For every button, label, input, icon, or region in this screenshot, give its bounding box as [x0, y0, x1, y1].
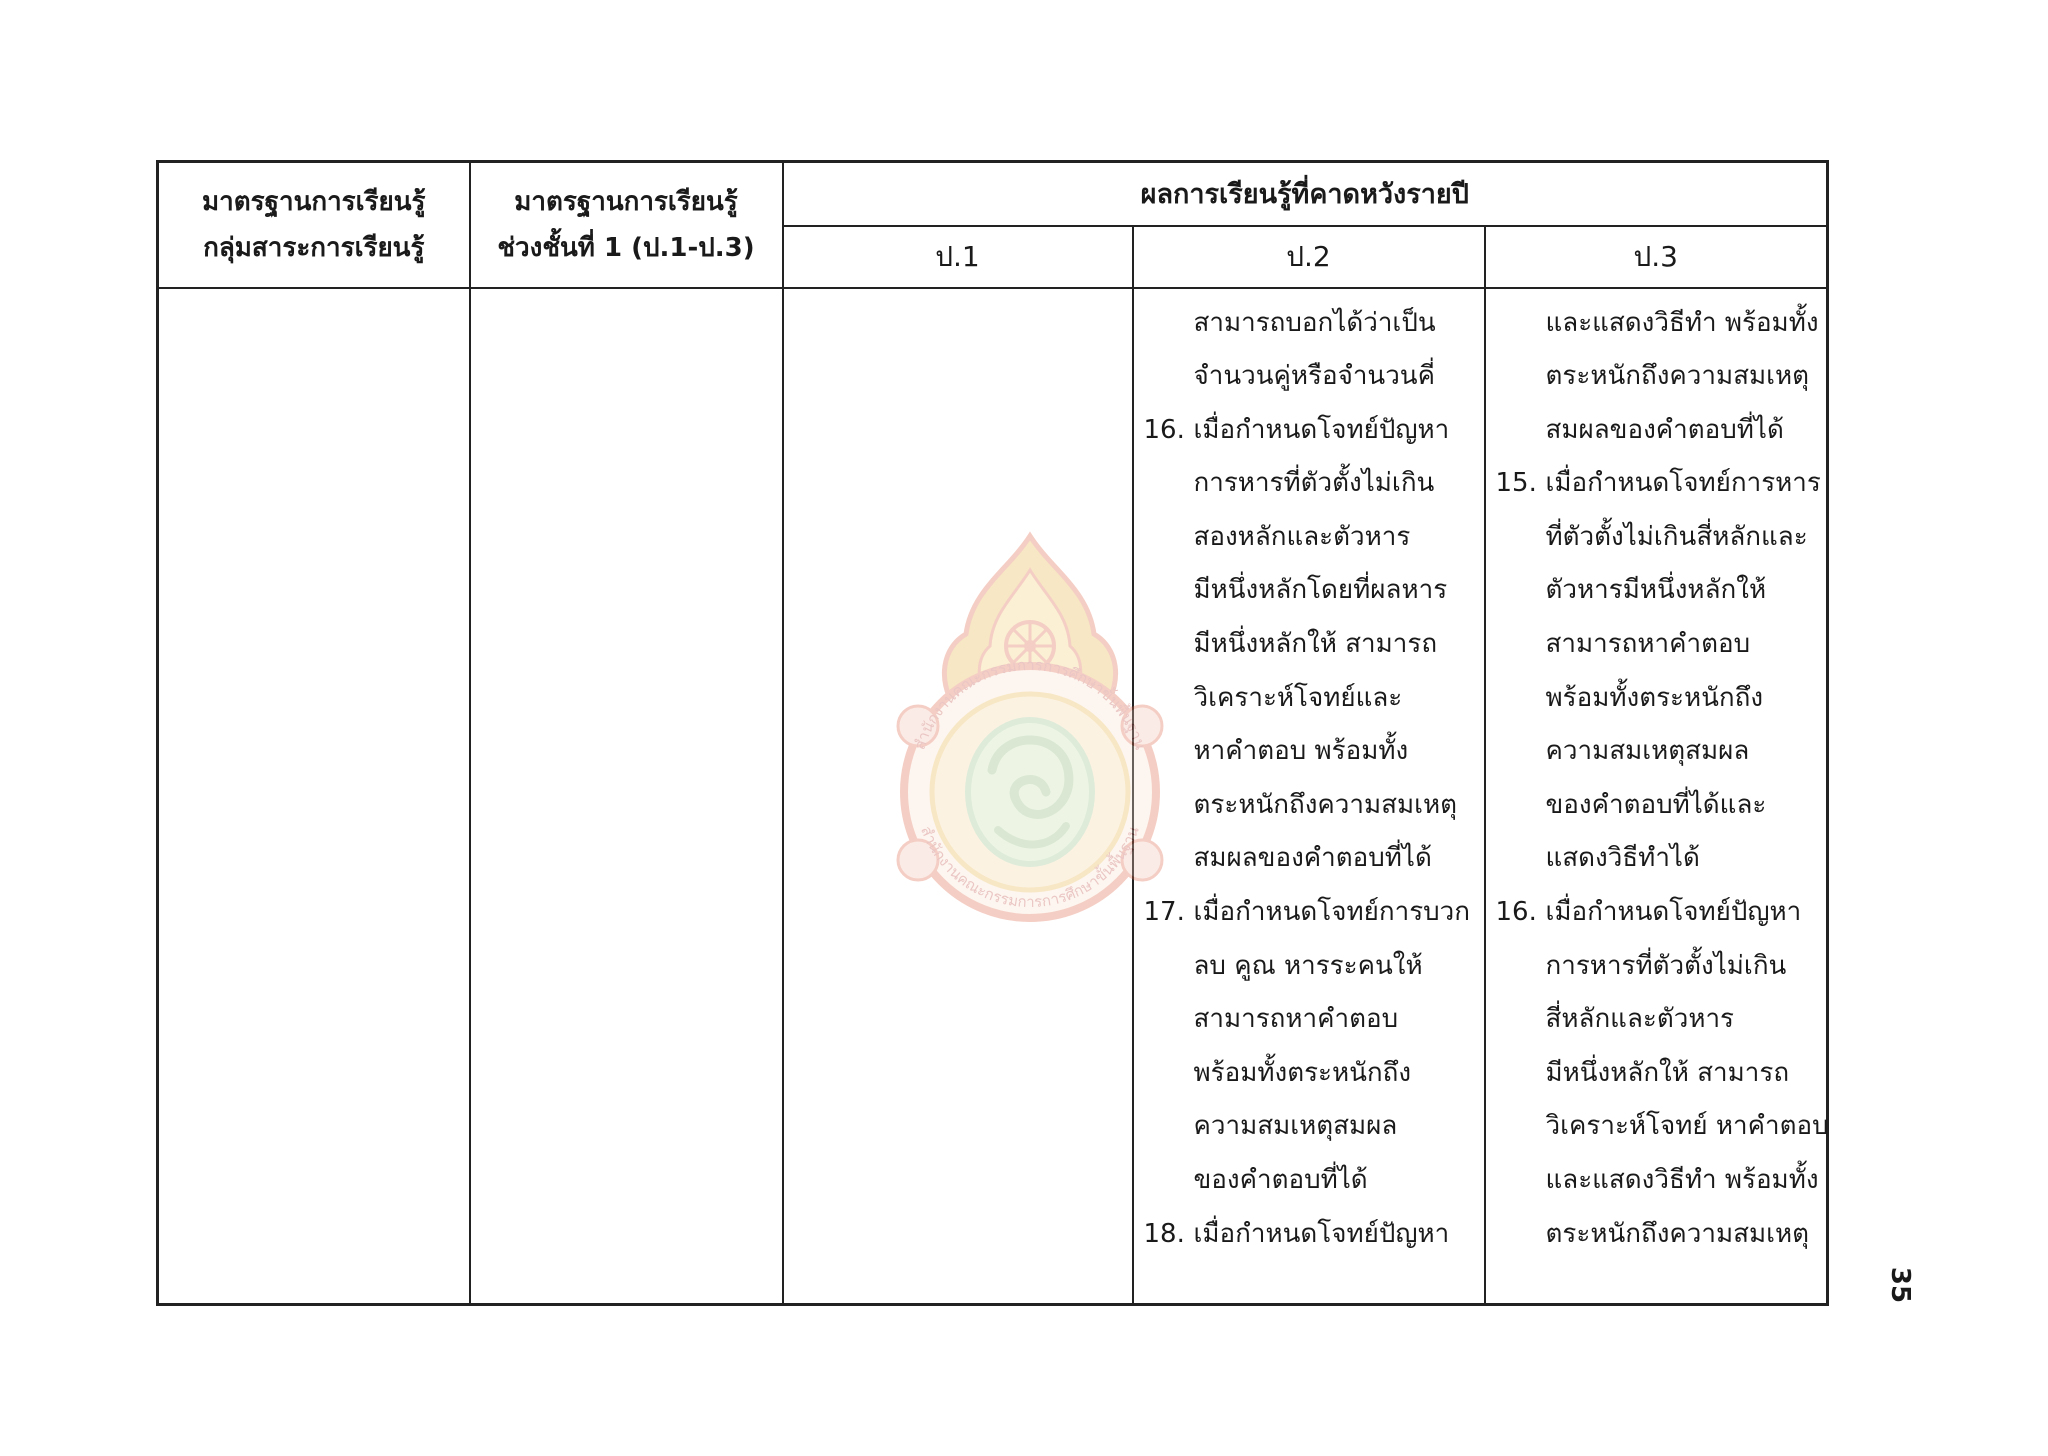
grade-2-outcome-line [1144, 832, 1480, 886]
header-standard-group-line-1: มาตรฐานการเรียนรู้ [202, 186, 426, 217]
grade-2-outcome-text: พร้อมทั้งตระหนักถึง [1193, 1057, 1412, 1088]
grade-3-outcome-line [1496, 511, 1823, 565]
grade-2-outcome-text: สองหลักและตัวหาร [1193, 521, 1411, 552]
grade-2-outcome-line [1144, 564, 1480, 618]
grade-3-outcome-line [1496, 618, 1823, 672]
header-standard-level-line-2: ช่วงชั้นที่ 1 (ป.1-ป.3) [497, 232, 755, 263]
grade-2-outcome-line [1144, 1208, 1480, 1262]
grade-3-outcome-text: การหารที่ตัวตั้งไม่เกิน [1545, 950, 1787, 981]
grade-2-outcome-text: หาคำตอบ พร้อมทั้ง [1193, 736, 1409, 767]
grade-3-outcome-text: เมื่อกำหนดโจทย์การหาร [1545, 468, 1821, 499]
grade-2-outcome-number: 18. [1143, 1218, 1185, 1249]
cell-grade-3 [1485, 288, 1828, 1305]
page-number: 35 [1885, 1266, 1915, 1304]
grade-3-outcome-text: สี่หลักและตัวหาร [1545, 1004, 1735, 1035]
grade-2-outcome-text: ความสมเหตุสมผล [1193, 1111, 1398, 1142]
curriculum-table [156, 160, 1829, 1306]
grade-3-outcomes-list [1495, 297, 1829, 1262]
grade-2-outcome-line [1144, 404, 1480, 458]
grade-3-outcome-text: ความสมเหตุสมผล [1545, 736, 1750, 767]
grade-3-outcome-line [1496, 457, 1823, 511]
header-grade-1: ป.1 [783, 226, 1133, 288]
grade-2-outcome-line [1144, 672, 1480, 726]
grade-3-outcome-line [1496, 672, 1823, 726]
grade-3-outcome-line [1496, 297, 1823, 351]
grade-3-outcome-text: ที่ตัวตั้งไม่เกินสี่หลักและ [1545, 521, 1808, 552]
grade-3-outcome-text: ตระหนักถึงความสมเหตุ [1545, 361, 1810, 392]
grade-3-outcome-text: และแสดงวิธีทำ พร้อมทั้ง [1545, 1165, 1819, 1195]
grade-2-outcome-text: เมื่อกำหนดโจทย์การบวก [1193, 897, 1471, 928]
grade-2-outcome-line [1144, 1100, 1480, 1154]
grade-2-outcome-line [1144, 1047, 1480, 1101]
grade-3-outcome-text: วิเคราะห์โจทย์ หาคำตอบ [1545, 1111, 1829, 1142]
grade-3-outcome-line [1496, 1154, 1823, 1208]
grade-3-outcome-number: 16. [1495, 897, 1537, 928]
header-grade-2: ป.2 [1133, 226, 1485, 288]
grade-2-outcome-text: จำนวนคู่หรือจำนวนคี่ [1193, 361, 1435, 392]
grade-3-outcome-number: 15. [1495, 468, 1537, 499]
grade-3-outcome-line [1496, 404, 1823, 458]
emblem-ring-text-bottom: สำนักงานคณะกรรมการการศึกษาขั้นพื้นฐาน [917, 823, 1143, 912]
header-standard-level-line-1: มาตรฐานการเรียนรู้ [514, 186, 738, 217]
grade-3-outcome-text: พร้อมทั้งตระหนักถึง [1545, 682, 1764, 713]
emblem-ring-text-top: สำนักงานคณะกรรมการการศึกษาขั้นพื้นฐาน [910, 656, 1150, 752]
grade-2-outcome-line [1144, 886, 1480, 940]
cell-grade-1 [783, 288, 1133, 1305]
header-standard-group [158, 162, 470, 288]
grade-3-outcome-text: ตระหนักถึงความสมเหตุ [1545, 1218, 1810, 1249]
cell-grade-2 [1133, 288, 1485, 1305]
header-standard-level [470, 162, 783, 288]
grade-2-outcome-line [1144, 511, 1480, 565]
grade-2-outcome-text: วิเคราะห์โจทย์และ [1193, 682, 1403, 713]
grade-2-outcome-line [1144, 993, 1480, 1047]
grade-2-outcome-text: ของคำตอบที่ได้ [1193, 1165, 1368, 1195]
grade-2-outcome-number: 17. [1143, 897, 1185, 928]
grade-2-outcome-text: สามารถบอกได้ว่าเป็น [1193, 307, 1436, 338]
grade-2-outcome-text: สามารถหาคำตอบ [1193, 1004, 1399, 1035]
grade-2-outcome-line [1144, 940, 1480, 994]
grade-2-outcome-line [1144, 779, 1480, 833]
grade-3-outcome-text: และแสดงวิธีทำ พร้อมทั้ง [1545, 307, 1819, 338]
grade-2-outcome-text: ลบ คูณ หารระคนให้ [1193, 950, 1423, 981]
grade-2-outcome-line [1144, 350, 1480, 404]
grade-2-outcome-text: ตระหนักถึงความสมเหตุ [1193, 789, 1458, 820]
grade-2-outcome-text: การหารที่ตัวตั้งไม่เกิน [1193, 468, 1435, 499]
grade-3-outcome-line [1496, 725, 1823, 779]
grade-2-outcome-line [1144, 725, 1480, 779]
grade-3-outcome-line [1496, 832, 1823, 886]
grade-3-outcome-line [1496, 993, 1823, 1047]
grade-3-outcome-text: เมื่อกำหนดโจทย์ปัญหา [1545, 897, 1802, 928]
grade-2-outcome-line [1144, 457, 1480, 511]
grade-3-outcome-line [1496, 779, 1823, 833]
grade-3-outcome-text: สมผลของคำตอบที่ได้ [1545, 414, 1784, 445]
grade-2-outcomes-list [1144, 297, 1480, 1262]
grade-2-outcome-line [1144, 618, 1480, 672]
grade-2-outcome-text: เมื่อกำหนดโจทย์ปัญหา [1193, 414, 1450, 445]
grade-3-outcome-line [1496, 1208, 1823, 1262]
grade-3-outcome-line [1496, 350, 1823, 404]
body-row [158, 288, 1828, 1305]
grade-3-outcome-line [1496, 1100, 1829, 1154]
grade-2-outcome-text: สมผลของคำตอบที่ได้ [1193, 843, 1432, 874]
cell-standard-group [158, 288, 470, 1305]
grade-3-outcome-text: สามารถหาคำตอบ [1545, 629, 1751, 660]
grade-3-outcome-line [1496, 940, 1823, 994]
grade-3-outcome-text: ของคำตอบที่ได้และ [1545, 789, 1767, 820]
grade-2-outcome-text: มีหนึ่งหลักให้ สามารถ [1193, 629, 1438, 660]
grade-2-outcome-line [1144, 297, 1480, 351]
grade-2-outcome-line [1144, 1154, 1480, 1208]
cell-standard-level [470, 288, 783, 1305]
header-expected-outcomes: ผลการเรียนรู้ที่คาดหวังรายปี [783, 162, 1828, 226]
grade-3-outcome-text: แสดงวิธีทำได้ [1545, 843, 1700, 874]
grade-2-outcome-text: มีหนึ่งหลักโดยที่ผลหาร [1193, 575, 1448, 606]
grade-2-outcome-number: 16. [1143, 414, 1185, 445]
grade-2-outcome-text: เมื่อกำหนดโจทย์ปัญหา [1193, 1218, 1450, 1249]
grade-3-outcome-text: มีหนึ่งหลักให้ สามารถ [1545, 1057, 1790, 1088]
grade-3-outcome-line [1496, 564, 1823, 618]
grade-3-outcome-text: ตัวหารมีหนึ่งหลักให้ [1545, 575, 1767, 606]
header-grade-3: ป.3 [1485, 226, 1828, 288]
header-standard-group-line-2: กลุ่มสาระการเรียนรู้ [203, 232, 425, 263]
grade-3-outcome-line [1496, 886, 1823, 940]
grade-3-outcome-line [1496, 1047, 1823, 1101]
header-row-1 [158, 162, 1828, 226]
